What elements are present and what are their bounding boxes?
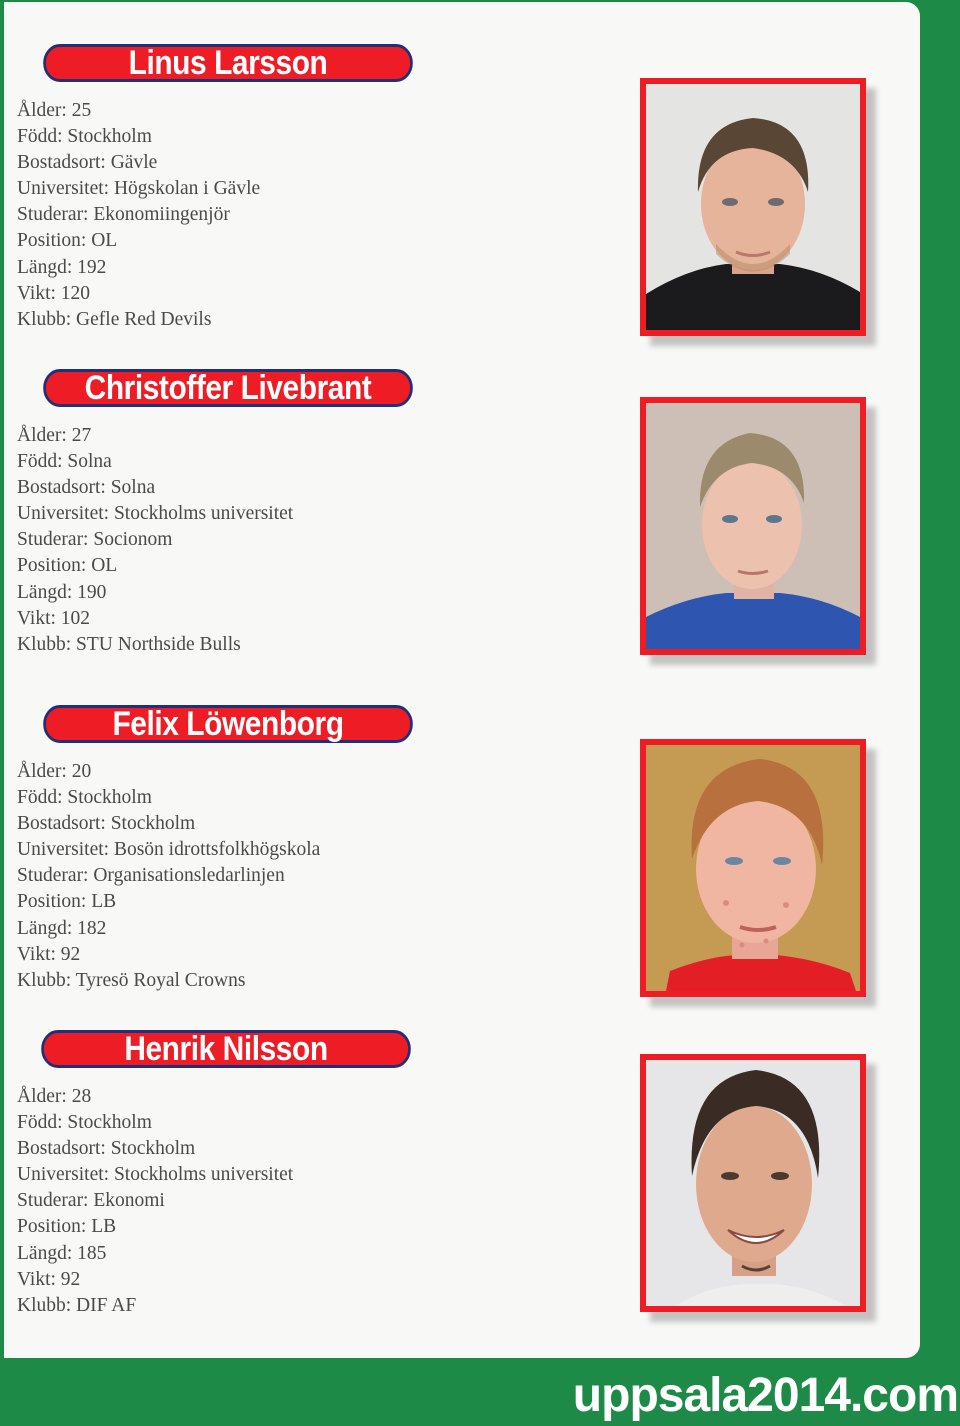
page-sheet [4,2,920,1358]
fact-university: Universitet: Stockholms universitet [17,1164,294,1186]
photo-frame [640,397,866,655]
fact-born: Född: Solna [17,451,112,473]
fact-age: Ålder: 25 [17,100,92,121]
fact-born: Född: Stockholm [17,787,152,809]
player-photo [640,78,866,336]
fact-height: Längd: 182 [17,917,107,939]
portrait-image [646,403,860,649]
fact-residence: Bostadsort: Gävle [17,152,158,174]
player-name-banner: Henrik Nilsson [41,1030,411,1068]
player-facts [17,759,320,994]
fact-residence: Bostadsort: Stockholm [17,1138,196,1160]
photo-frame [640,1054,866,1312]
fact-club: Klubb: DIF AF [17,1294,137,1316]
fact-residence: Bostadsort: Solna [17,477,156,499]
player-name-banner: Linus Larsson [43,44,413,82]
player-name-banner: Christoffer Livebrant [43,369,413,407]
player-name-banner: Felix Löwenborg [43,705,413,743]
fact-position: Position: LB [17,1216,117,1238]
player-photo [640,397,866,655]
fact-position: Position: OL [17,555,118,577]
fact-born: Född: Stockholm [17,1112,152,1134]
fact-university: Universitet: Högskolan i Gävle [17,178,261,200]
fact-university: Universitet: Stockholms universitet [17,503,294,525]
portrait-image [646,1060,860,1306]
fact-height: Längd: 192 [17,256,107,278]
fact-age: Ålder: 27 [17,425,92,446]
player-photo [640,1054,866,1312]
fact-studies: Studerar: Organisationsledarlinjen [17,865,285,887]
fact-club: Klubb: Gefle Red Devils [17,308,212,330]
player-facts [17,98,260,333]
fact-club: Klubb: Tyresö Royal Crowns [17,969,246,991]
fact-weight: Vikt: 92 [17,1268,81,1290]
fact-university: Universitet: Bosön idrottsfolkhögskola [17,839,321,861]
player-facts [17,1084,293,1319]
fact-studies: Studerar: Ekonomiingenjör [17,204,230,226]
photo-frame [640,739,866,997]
fact-age: Ålder: 28 [17,1086,92,1107]
portrait-image [646,745,860,991]
photo-frame [640,78,866,336]
fact-height: Längd: 185 [17,1242,107,1264]
fact-weight: Vikt: 120 [17,282,91,304]
fact-position: Position: LB [17,891,117,913]
fact-born: Född: Stockholm [17,126,152,148]
fact-height: Längd: 190 [17,581,107,603]
fact-position: Position: OL [17,230,118,252]
footer-site-url: uppsala2014.com [572,1369,958,1422]
fact-residence: Bostadsort: Stockholm [17,813,196,835]
fact-club: Klubb: STU Northside Bulls [17,633,241,655]
portrait-image [646,84,860,330]
fact-weight: Vikt: 102 [17,607,91,629]
fact-age: Ålder: 20 [17,761,92,782]
player-facts [17,423,293,658]
player-photo [640,739,866,997]
fact-studies: Studerar: Ekonomi [17,1190,165,1212]
fact-weight: Vikt: 92 [17,943,81,965]
fact-studies: Studerar: Socionom [17,529,173,551]
